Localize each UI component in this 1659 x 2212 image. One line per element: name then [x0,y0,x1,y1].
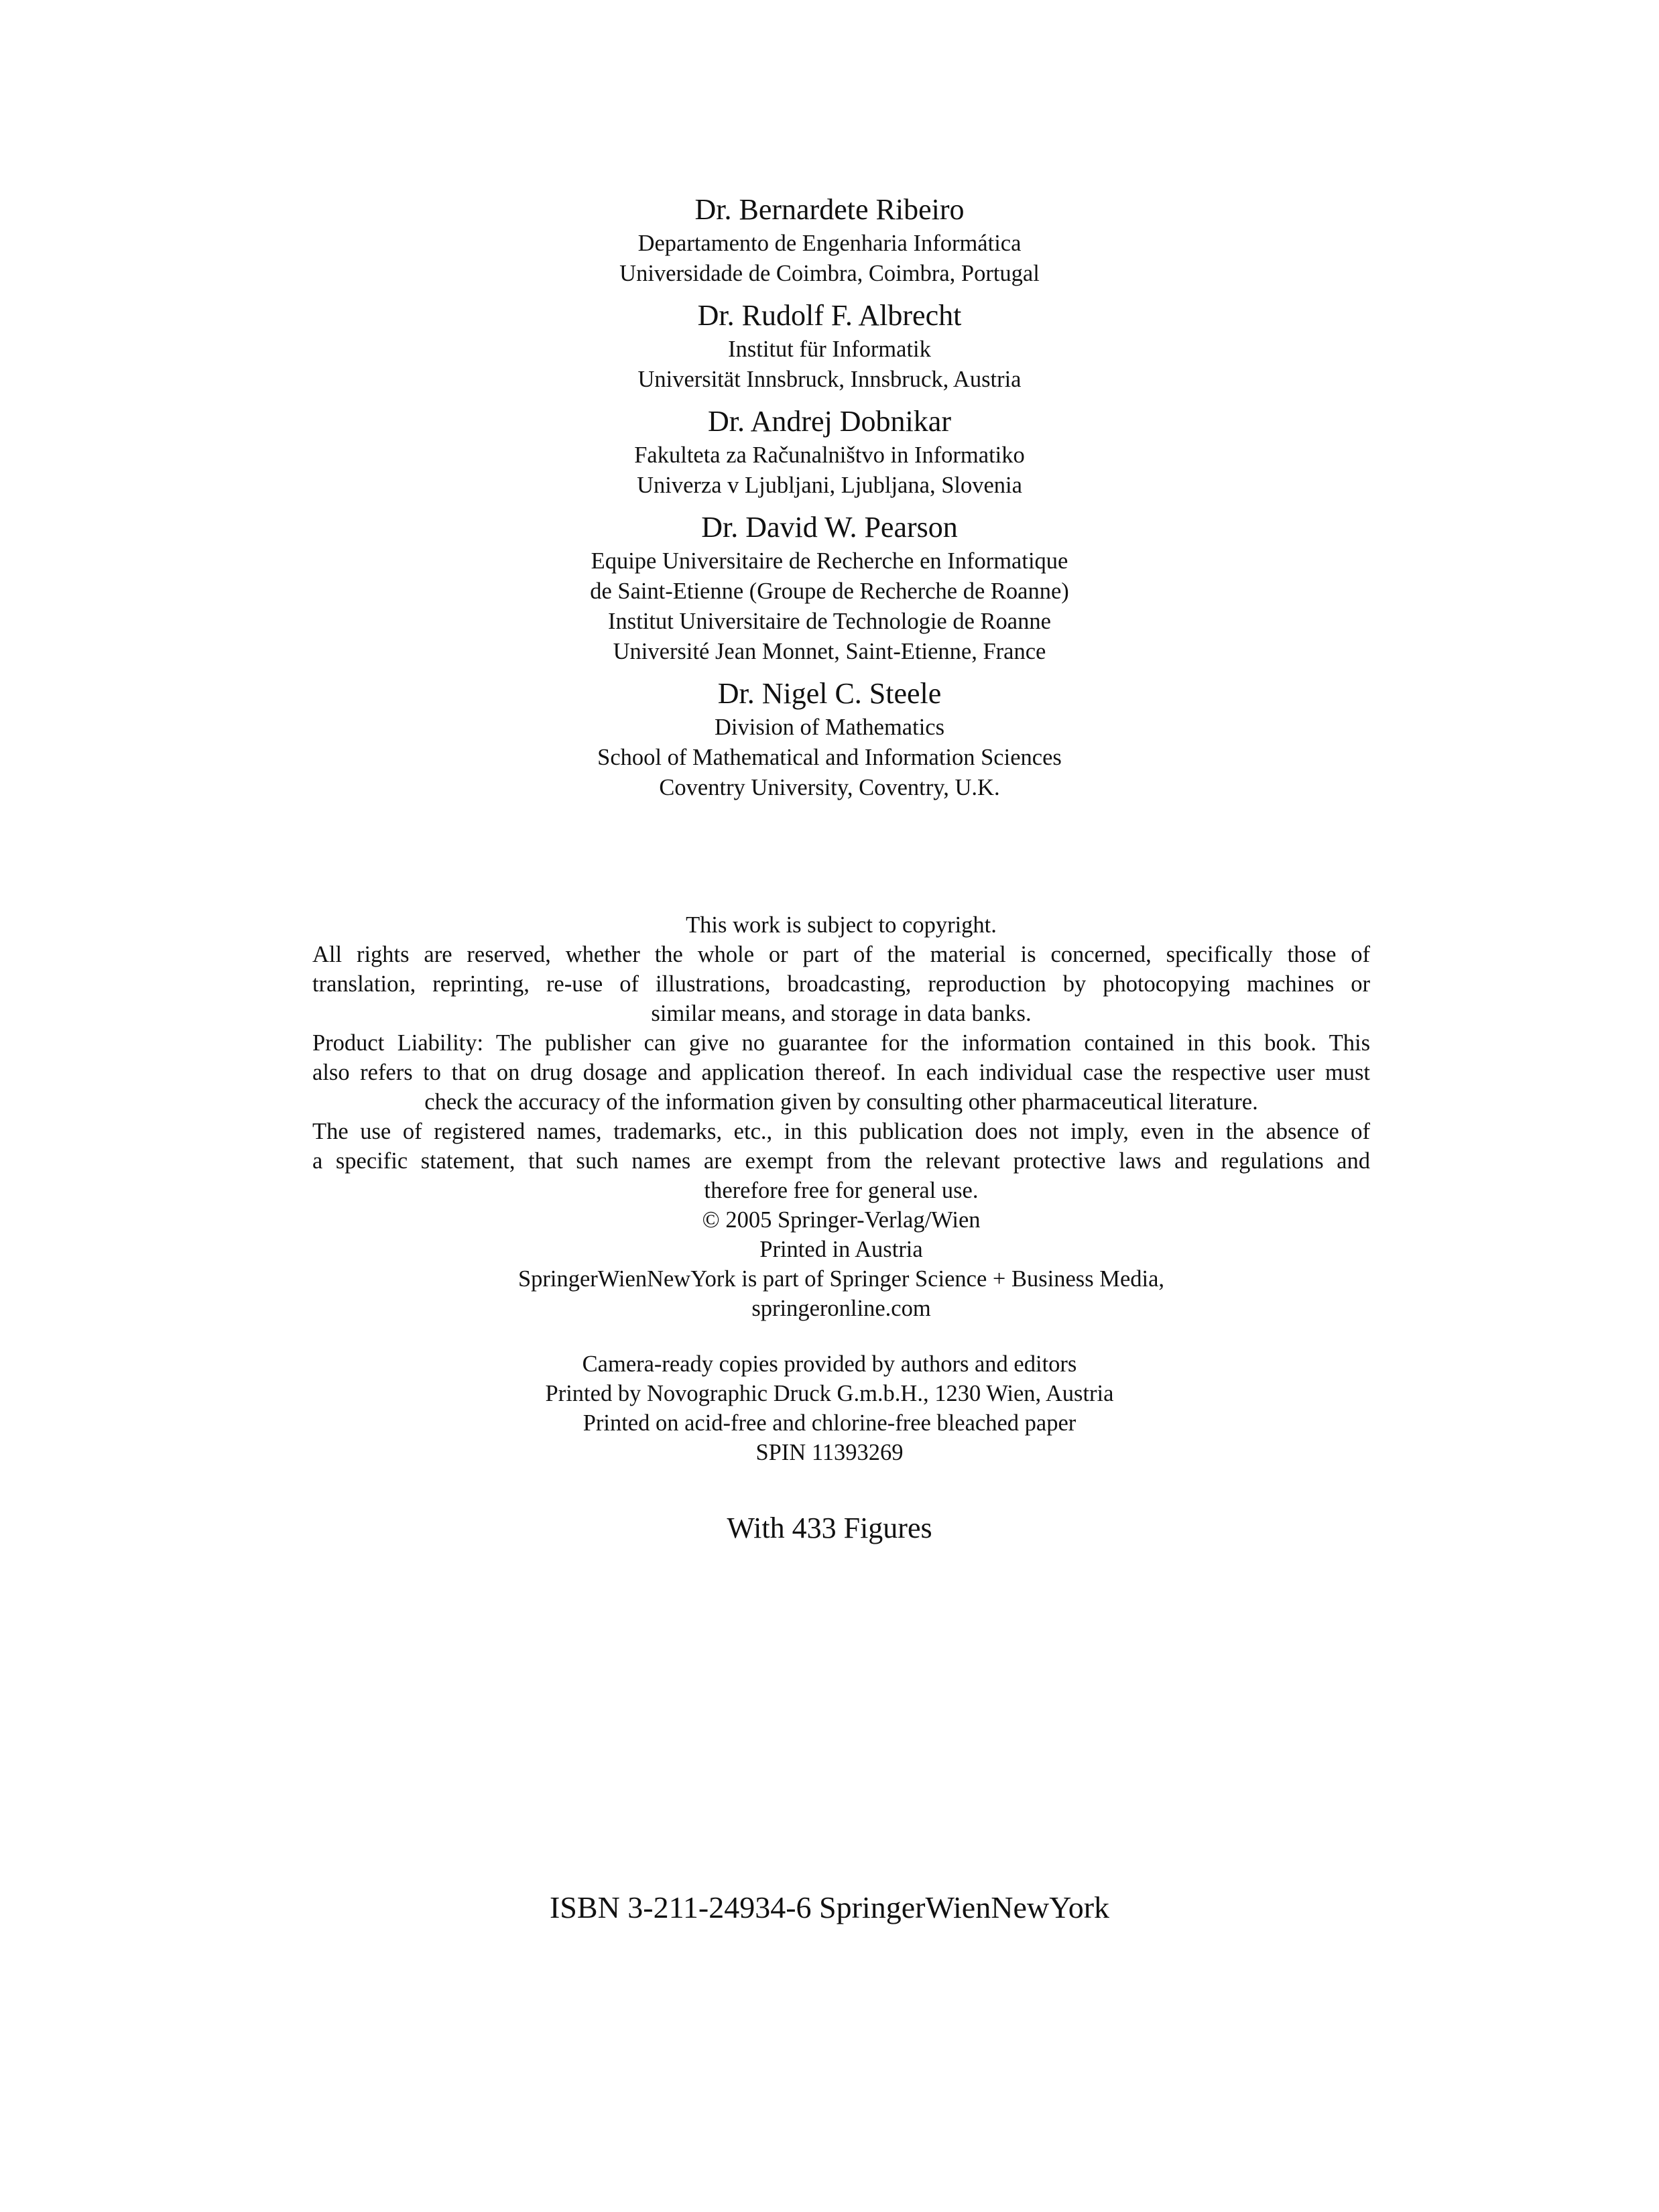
trademarks-line: The use of registered names, trademarks, etc., in this publication does not imply, even in the absence of [312,1119,1370,1144]
editor-affiliation-line: de Saint-Etienne (Groupe de Recherche de Roanne) [590,578,1069,604]
editor-block [0,509,1659,667]
editor-affiliation-line: Université Jean Monnet, Saint-Etienne, France [613,639,1046,664]
rights-line: translation, reprinting, re-use of illustrations, broadcasting, reproduction by photocopying machines or [312,971,1370,997]
rights-line: All rights are reserved, whether the whole or part of the material is concerned, specifically those of [312,942,1370,967]
trademarks-line: a specific statement, that such names are exempt from the relevant protective laws and regulations and [312,1148,1370,1174]
editor-name: Dr. David W. Pearson [701,511,958,544]
production-line: Printed on acid-free and chlorine-free bleached paper [582,1410,1077,1436]
editor-name: Dr. Andrej Dobnikar [708,405,951,438]
production-line: Camera-ready copies provided by authors and editors [582,1351,1077,1377]
publisher-website: springeronline.com [751,1296,931,1321]
copyright-notice: © 2005 Springer-Verlag/Wien [702,1207,981,1233]
editor-block [0,297,1659,395]
editor-affiliation-line: Fakulteta za Računalništvo in Informatiko [634,442,1025,468]
editor-block [0,191,1659,289]
editor-affiliation-line: Departamento de Engenharia Informática [637,231,1022,256]
editor-affiliation-line: Institut Universitaire de Technologie de Roanne [608,609,1051,634]
editor-name: Dr. Nigel C. Steele [717,677,942,710]
editor-affiliation-line: Univerza v Ljubljani, Ljubljana, Slovenia [637,473,1022,498]
editor-affiliation-line: Universität Innsbruck, Innsbruck, Austria [637,367,1022,392]
editor-affiliation-line: Division of Mathematics [714,715,945,740]
editors-list [0,191,1659,803]
editor-name: Dr. Rudolf F. Albrecht [697,299,962,332]
printed-in: Printed in Austria [759,1237,923,1262]
trademarks-line: therefore free for general use. [704,1178,979,1203]
copyright-heading: This work is subject to copyright. [686,912,997,938]
publisher-line: SpringerWienNewYork is part of Springer Science + Business Media, [517,1266,1165,1292]
liability-line: also refers to that on drug dosage and application thereof. In each individual case the respective user must [312,1060,1370,1085]
production-line: SPIN 11393269 [755,1440,904,1465]
liability-line: Product Liability: The publisher can give no guarantee for the information contained in this book. This [312,1030,1370,1056]
production-notes [0,1349,1659,1467]
editor-block [0,403,1659,501]
editor-affiliation-line: Universidade de Coimbra, Coimbra, Portugal [619,261,1040,286]
editor-affiliation-line: School of Mathematical and Information Sciences [597,745,1062,770]
editor-name: Dr. Bernardete Ribeiro [694,193,965,226]
rights-line: similar means, and storage in data banks. [651,1001,1032,1026]
figures-note: With 433 Figures [727,1512,932,1544]
legal-notice [312,910,1370,1323]
editor-affiliation-line: Institut für Informatik [728,336,931,362]
production-line: Printed by Novographic Druck G.m.b.H., 1230 Wien, Austria [545,1381,1114,1406]
liability-line: check the accuracy of the information given by consulting other pharmaceutical literature. [424,1089,1258,1115]
editor-affiliation-line: Equipe Universitaire de Recherche en Informatique [591,548,1068,574]
isbn-line: ISBN 3-211-24934-6 SpringerWienNewYork [549,1890,1110,1924]
editor-block [0,675,1659,803]
editor-affiliation-line: Coventry University, Coventry, U.K. [659,775,1000,800]
